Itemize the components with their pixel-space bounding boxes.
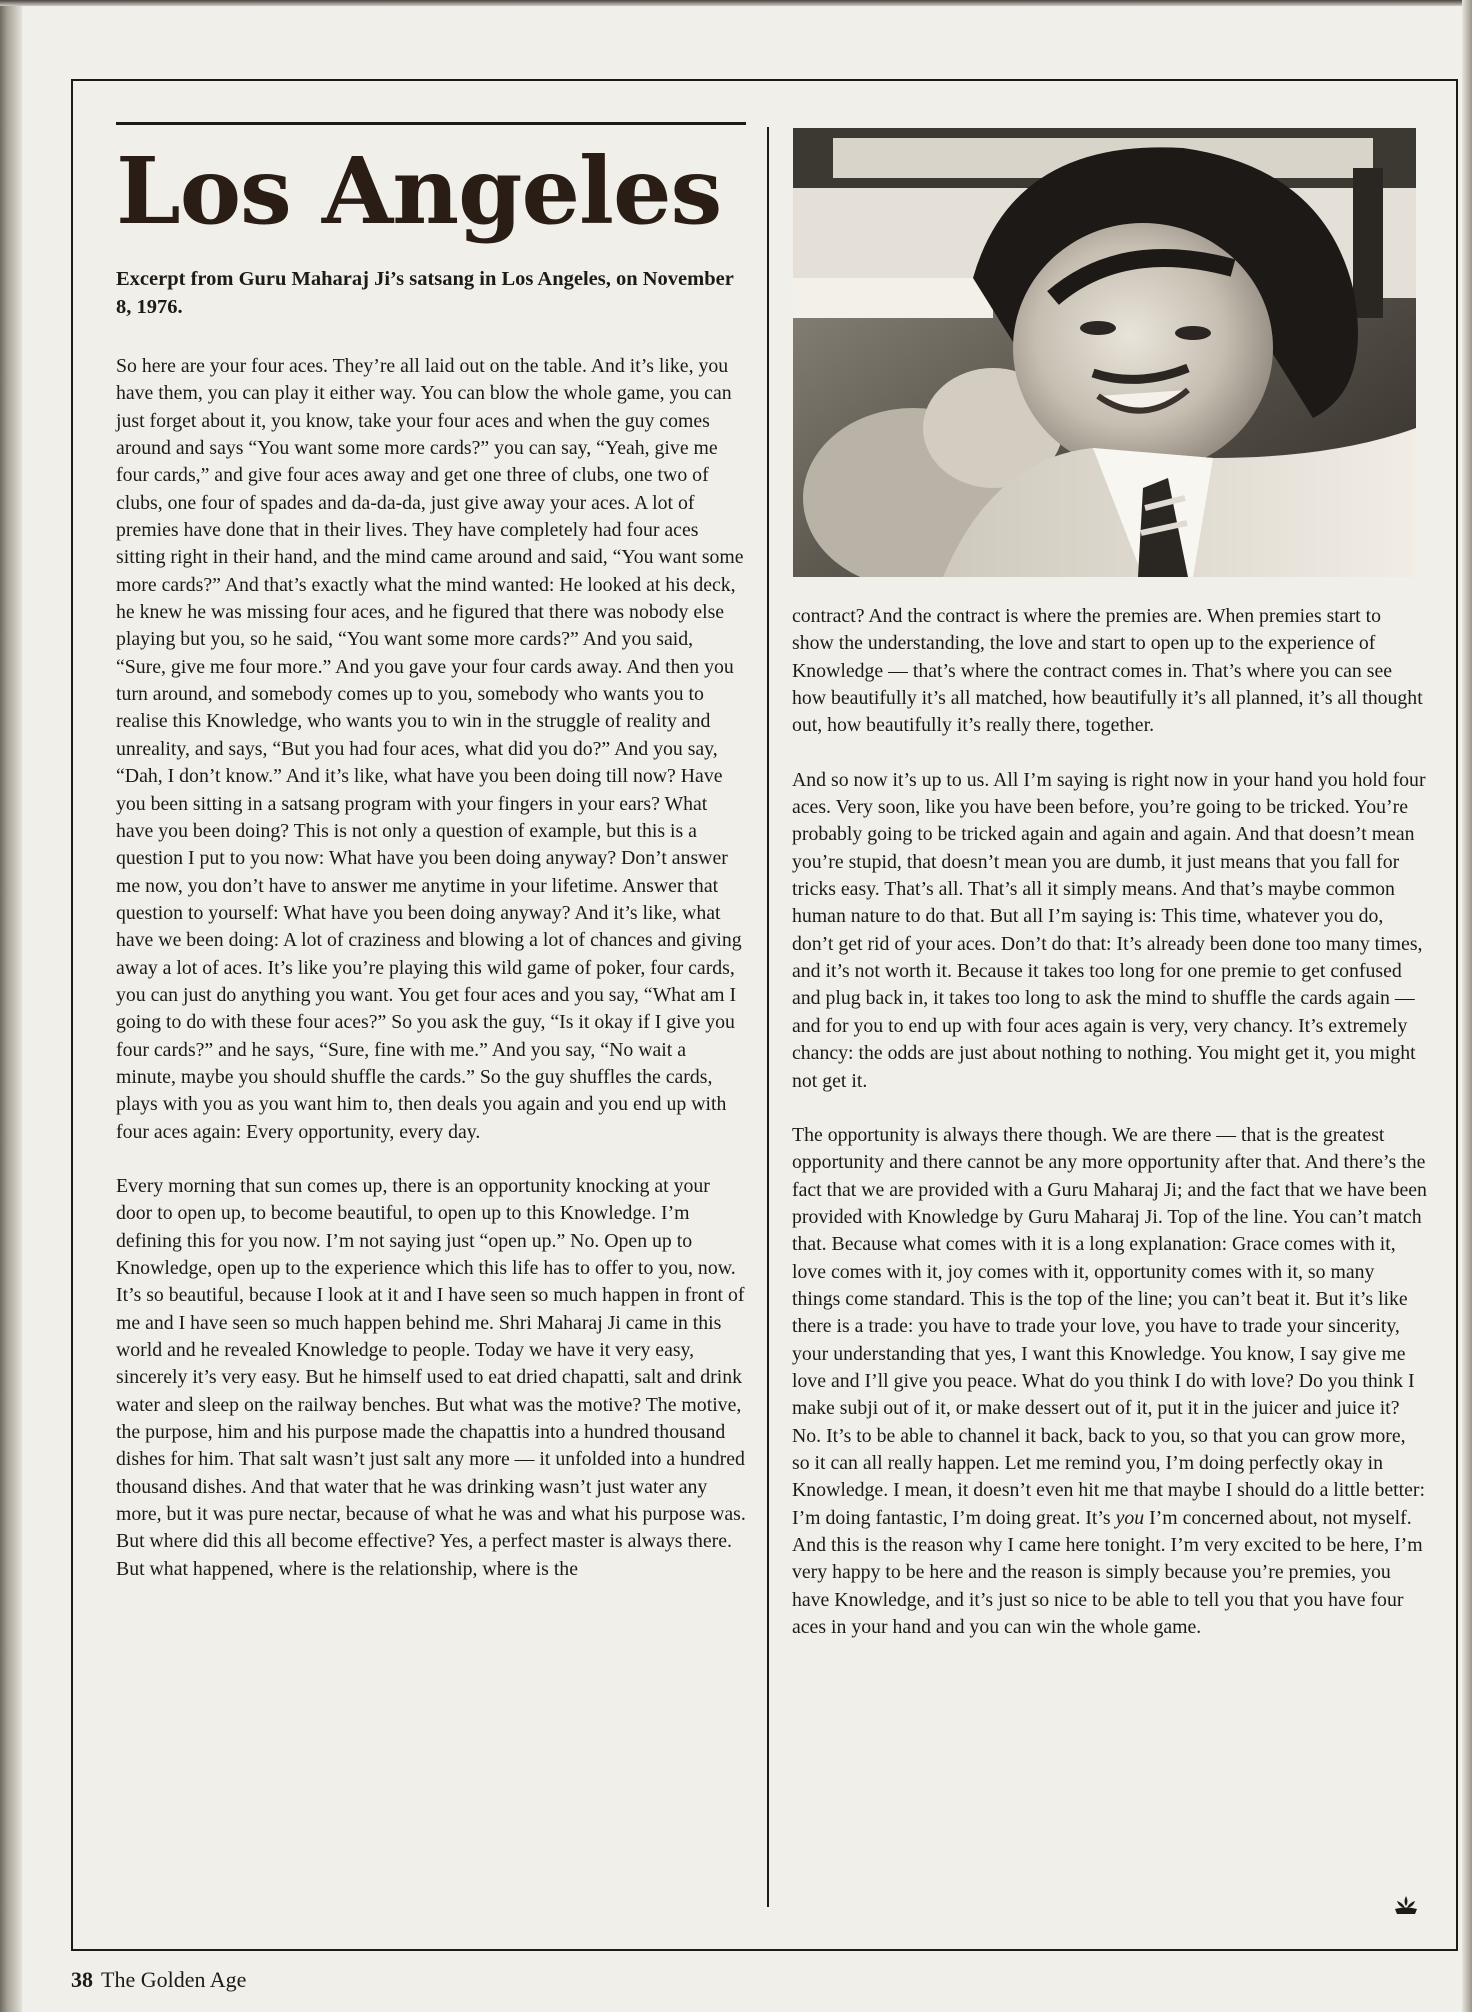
title-rule (116, 122, 746, 125)
column-divider (767, 127, 769, 1907)
binding-shadow (0, 0, 22, 2012)
body-paragraph-final (792, 1122, 1427, 1642)
final-text-emphasis: you (1115, 1506, 1145, 1529)
portrait-image (793, 128, 1416, 577)
article-title: Los Angeles (116, 137, 722, 245)
body-paragraph: And so now it’s up to us. All I’m saying is right now in your hand you hold four aces. Very soon, like you have been before, you’re going to be tricked. You’re probably going to be tricked again and again and again. And that doesn’t mean you’re stupid, that doesn’t mean you are dumb, it just means that you fall for tricks easy. That’s all. That’s all it simply means. And that’s maybe common human nature to do that. But all I’m saying is: This time, whatever you do, don’t get rid of your aces. Don’t do that: It’s already been done too many times, and it’s not worth it. Because it takes too long for one premie to get confused and plug back in, it takes too long to ask the mind to shuffle the cards again — and for you to end up with four aces again is very, very chancy. It’s extremely chancy: the odds are just about nothing to nothing. You might get it, you might not get it. (792, 768, 1426, 1092)
page-top-edge (0, 0, 1472, 6)
portrait-photo (793, 128, 1416, 577)
body-paragraph: Every morning that sun comes up, there is an opportunity knocking at your door to open up, to become beautiful, to open up to this Knowledge. I’m defining this for you now. I’m not saying just “open up.” No. Open up to Knowledge, open up to the experience which this life has to offer to you, now. It’s so beautiful, because I look at it and I have seen so much happen in front of me and I have seen so much happen behind me. Shri Maharaj Ji came in this world and he revealed Knowledge to people. Today we have it very easy, sincerely it’s very easy. But he himself used to eat dried chapatti, salt and drink water and sleep on the railway benches. But what was the motive? The motive, the purpose, him and his purpose made the chapattis into a hundred thousand dishes for him. That salt wasn’t just salt any more — it unfolded into a hundred thousand dishes. And that water that he was drinking wasn’t just water any more, but it was pure nectar, because of what he was and what his purpose was. But where did this all become effective? Yes, a perfect master is always there. But what happened, where is the relationship, where is the (116, 1174, 746, 1580)
publication-name: The Golden Age (101, 1967, 247, 1992)
body-paragraph: So here are your four aces. They’re all laid out on the table. And it’s like, you have them, you can play it either way. You can blow the whole game, you can just forget about it, you know, take your four aces and when the guy comes around and says “You want some more cards?” you can say, “Yeah, give me four cards,” and give four aces away and get one three of clubs, one two of clubs, one four of spades and da-da-da, just give away your aces. A lot of premies have done that in their lives. They have completely had four aces sitting right in their hand, and the mind came around and said, “You want some more cards?” And that’s exactly what the mind wanted: He looked at his deck, he knew he was missing four aces, and he figured that there was nobody else playing but you, so he said, “You want some more cards?” And you said, “Sure, give me four more.” And you gave your four cards away. And then you turn around, and somebody comes up to you, somebody who wants you to realise this Knowledge, who wants you to win in the struggle of reality and unreality, and says, “But you had four aces, what did you do?” And you say, “Dah, I don’t know.” And it’s like, what have you been doing till now? Have you been sitting in a satsang program with your fingers in your ears? What have you been doing? This is not only a question of example, but this is a question I put to you now: What have you been doing anyway? Don’t answer me now, you don’t have to answer me anytime in your lifetime. Answer that question to yourself: What have you been doing anyway? And it’s like, what have we been doing: A lot of craziness and blowing a lot of chances and giving away a lot of aces. It’s like you’re playing this wild game of poker, four cards, you can just do anything you want. You get four aces and you say, “What am I going to do with these four aces?” So you ask the guy, “Is it okay if I give you four cards?” and he says, “Sure, fine with me.” And you say, “No wait a minute, maybe you should shuffle the cards.” So the guy shuffles the cards, plays with you as you want him to, then deals you again and you end up with four aces again: Every opportunity, every day. (116, 355, 744, 1143)
article-subtitle: Excerpt from Guru Maharaj Ji’s satsang in Los Angeles, on November 8, 1976. (116, 268, 734, 318)
final-text-before: The opportunity is always there though. We are there — that is the greatest opportunity and there cannot be any more opportunity after that. And there’s the fact that we are provided with a Guru Maharaj Ji; and the fact that we have been provided with Knowledge by Guru Maharaj Ji. Top of the line. You can’t match that. Because what comes with it is a long explanation: Grace comes with it, love comes with it, joy comes with it, opportunity comes with it, so many things come standard. This is the top of the line; you can’t beat it. But it’s like there is a trade: you have to trade your love, you have to trade your sincerity, your understanding that yes, I want this Knowledge. You know, I say give me love and I’ll give you peace. What do you think I do with love? Do you think I make subji out of it, or make dessert out of it, put it in the juicer and juice it? No. It’s to be able to channel it back, back to you, so that you can grow more, so it can all really happen. Let me remind you, I’m doing perfectly okay in Knowledge. I mean, it doesn’t even hit me that maybe I should do a little better: I’m doing fantastic, I’m doing great. It’s (792, 1123, 1427, 1529)
left-column (116, 122, 746, 1610)
right-column (792, 603, 1427, 1668)
page-right-edge (1462, 0, 1472, 2012)
end-ornament-icon (1393, 1894, 1419, 1921)
body-paragraph: contract? And the contract is where the premies are. When premies start to show the understanding, the love and start to open up to the experience of Knowledge — that’s where the contract comes in. That’s where you can see how beautifully it’s all matched, how beautifully it’s all planned, it’s all thought out, how beautifully it’s really there, together. (792, 605, 1423, 737)
final-text-after: I’m concerned about, not myself. And this is the reason why I came here tonight. I’m very excited to be here, I’m very happy to be here and the reason is simply because you’re premies, you have Knowledge, and it’s just so nice to be able to tell you that you have four aces in your hand and you can win the whole game. (792, 1506, 1423, 1639)
page-footer (71, 1966, 246, 1994)
page-number: 38 (71, 1967, 93, 1992)
